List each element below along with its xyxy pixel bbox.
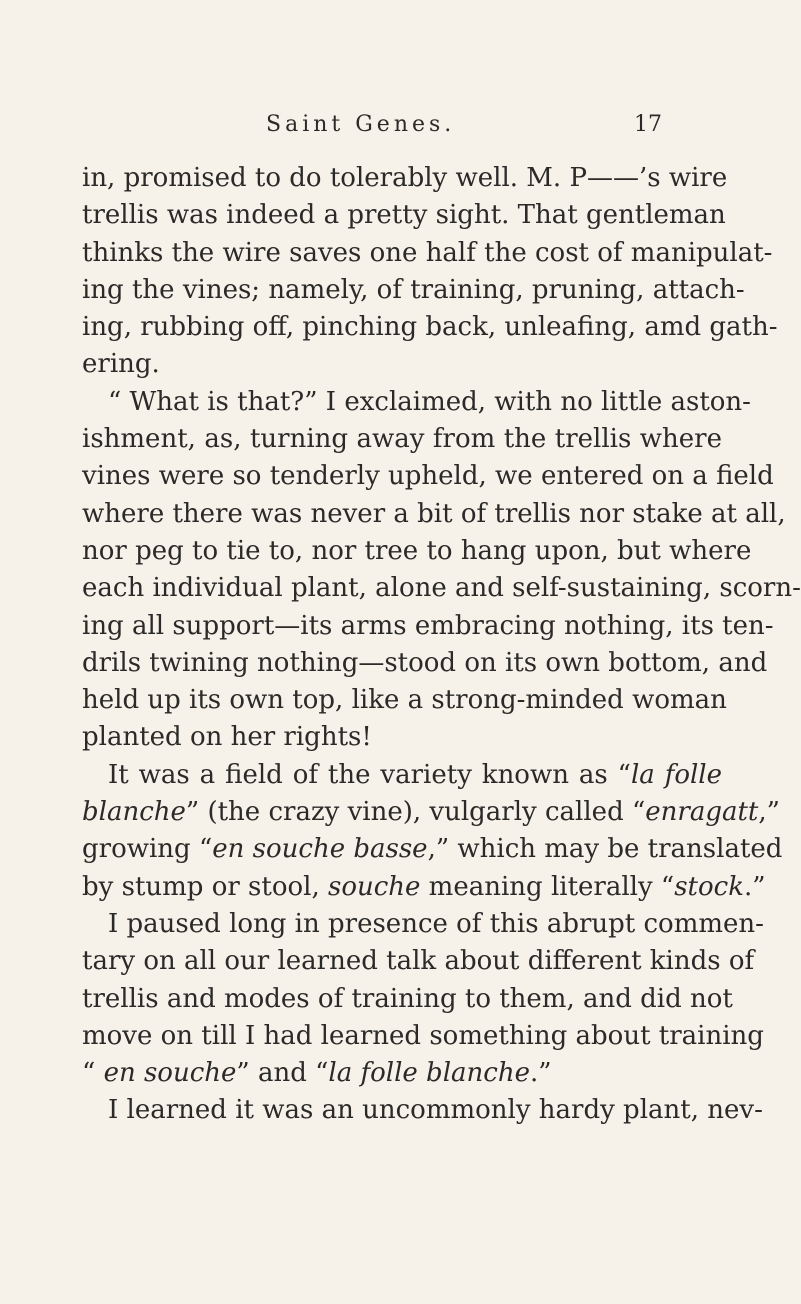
page-number: 17 bbox=[634, 112, 662, 137]
italic-phrase: en souche bbox=[103, 1058, 237, 1089]
text-line: where there was never a bit of trellis nor stake at all, bbox=[82, 498, 786, 529]
running-title: Saint Genes. bbox=[266, 112, 456, 137]
text-line: ering. bbox=[82, 349, 160, 380]
italic-phrase: enragatt bbox=[645, 797, 759, 828]
text-line: ing all support—its arms embracing nothing, its ten- bbox=[82, 610, 774, 641]
body-text bbox=[82, 160, 801, 1130]
text-line: vines were so tenderly upheld, we entered on a field bbox=[82, 461, 774, 492]
text-line: It was a field of the variety known as “la folle bbox=[108, 759, 722, 790]
text-line: drils twining nothing—stood on its own bottom, and bbox=[82, 647, 768, 678]
text-line: planted on her rights! bbox=[82, 722, 372, 753]
text-line: ing, rubbing off, pinching back, unleafing, amd gath- bbox=[82, 312, 778, 343]
italic-phrase: la folle blanche bbox=[328, 1058, 530, 1089]
italic-phrase: stock bbox=[674, 871, 744, 902]
text-line: thinks the wire saves one half the cost of manipulat- bbox=[82, 237, 773, 268]
text-line: ishment, as, turning away from the trellis where bbox=[82, 424, 722, 455]
text-line: blanche” (the crazy vine), vulgarly called “enragatt,” bbox=[82, 797, 780, 828]
text-line: in, promised to do tolerably well. M. P——’s wire bbox=[82, 163, 728, 193]
italic-phrase: la folle bbox=[630, 759, 722, 790]
text-line: I learned it was an uncommonly hardy plant, nev- bbox=[108, 1095, 763, 1126]
text-line: nor peg to tie to, nor tree to hang upon, but where bbox=[82, 535, 752, 566]
text-line: tary on all our learned talk about different kinds of bbox=[82, 946, 755, 977]
text-line: held up its own top, like a strong-minded woman bbox=[82, 685, 727, 716]
text-line: I paused long in presence of this abrupt commen- bbox=[108, 908, 764, 939]
text-line: each individual plant, alone and self-sustaining, scorn- bbox=[82, 573, 801, 604]
text-line: ing the vines; namely, of training, pruning, attach- bbox=[82, 274, 745, 305]
text-line: “ en souche” and “la folle blanche.” bbox=[82, 1058, 552, 1089]
text-line: “ What is that?” I exclaimed, with no little aston- bbox=[108, 386, 751, 417]
italic-phrase: blanche bbox=[82, 797, 186, 828]
text-line: by stump or stool, souche meaning literally “stock.” bbox=[82, 871, 766, 902]
text-line: growing “en souche basse,” which may be translated bbox=[82, 834, 783, 865]
text-line: move on till I had learned something about training bbox=[82, 1020, 764, 1051]
italic-phrase: en souche basse bbox=[212, 834, 428, 865]
text-line: trellis was indeed a pretty sight. That gentleman bbox=[82, 200, 726, 231]
page-header bbox=[266, 112, 666, 148]
italic-phrase: souche bbox=[327, 871, 421, 902]
text-line: trellis and modes of training to them, and did not bbox=[82, 983, 733, 1014]
